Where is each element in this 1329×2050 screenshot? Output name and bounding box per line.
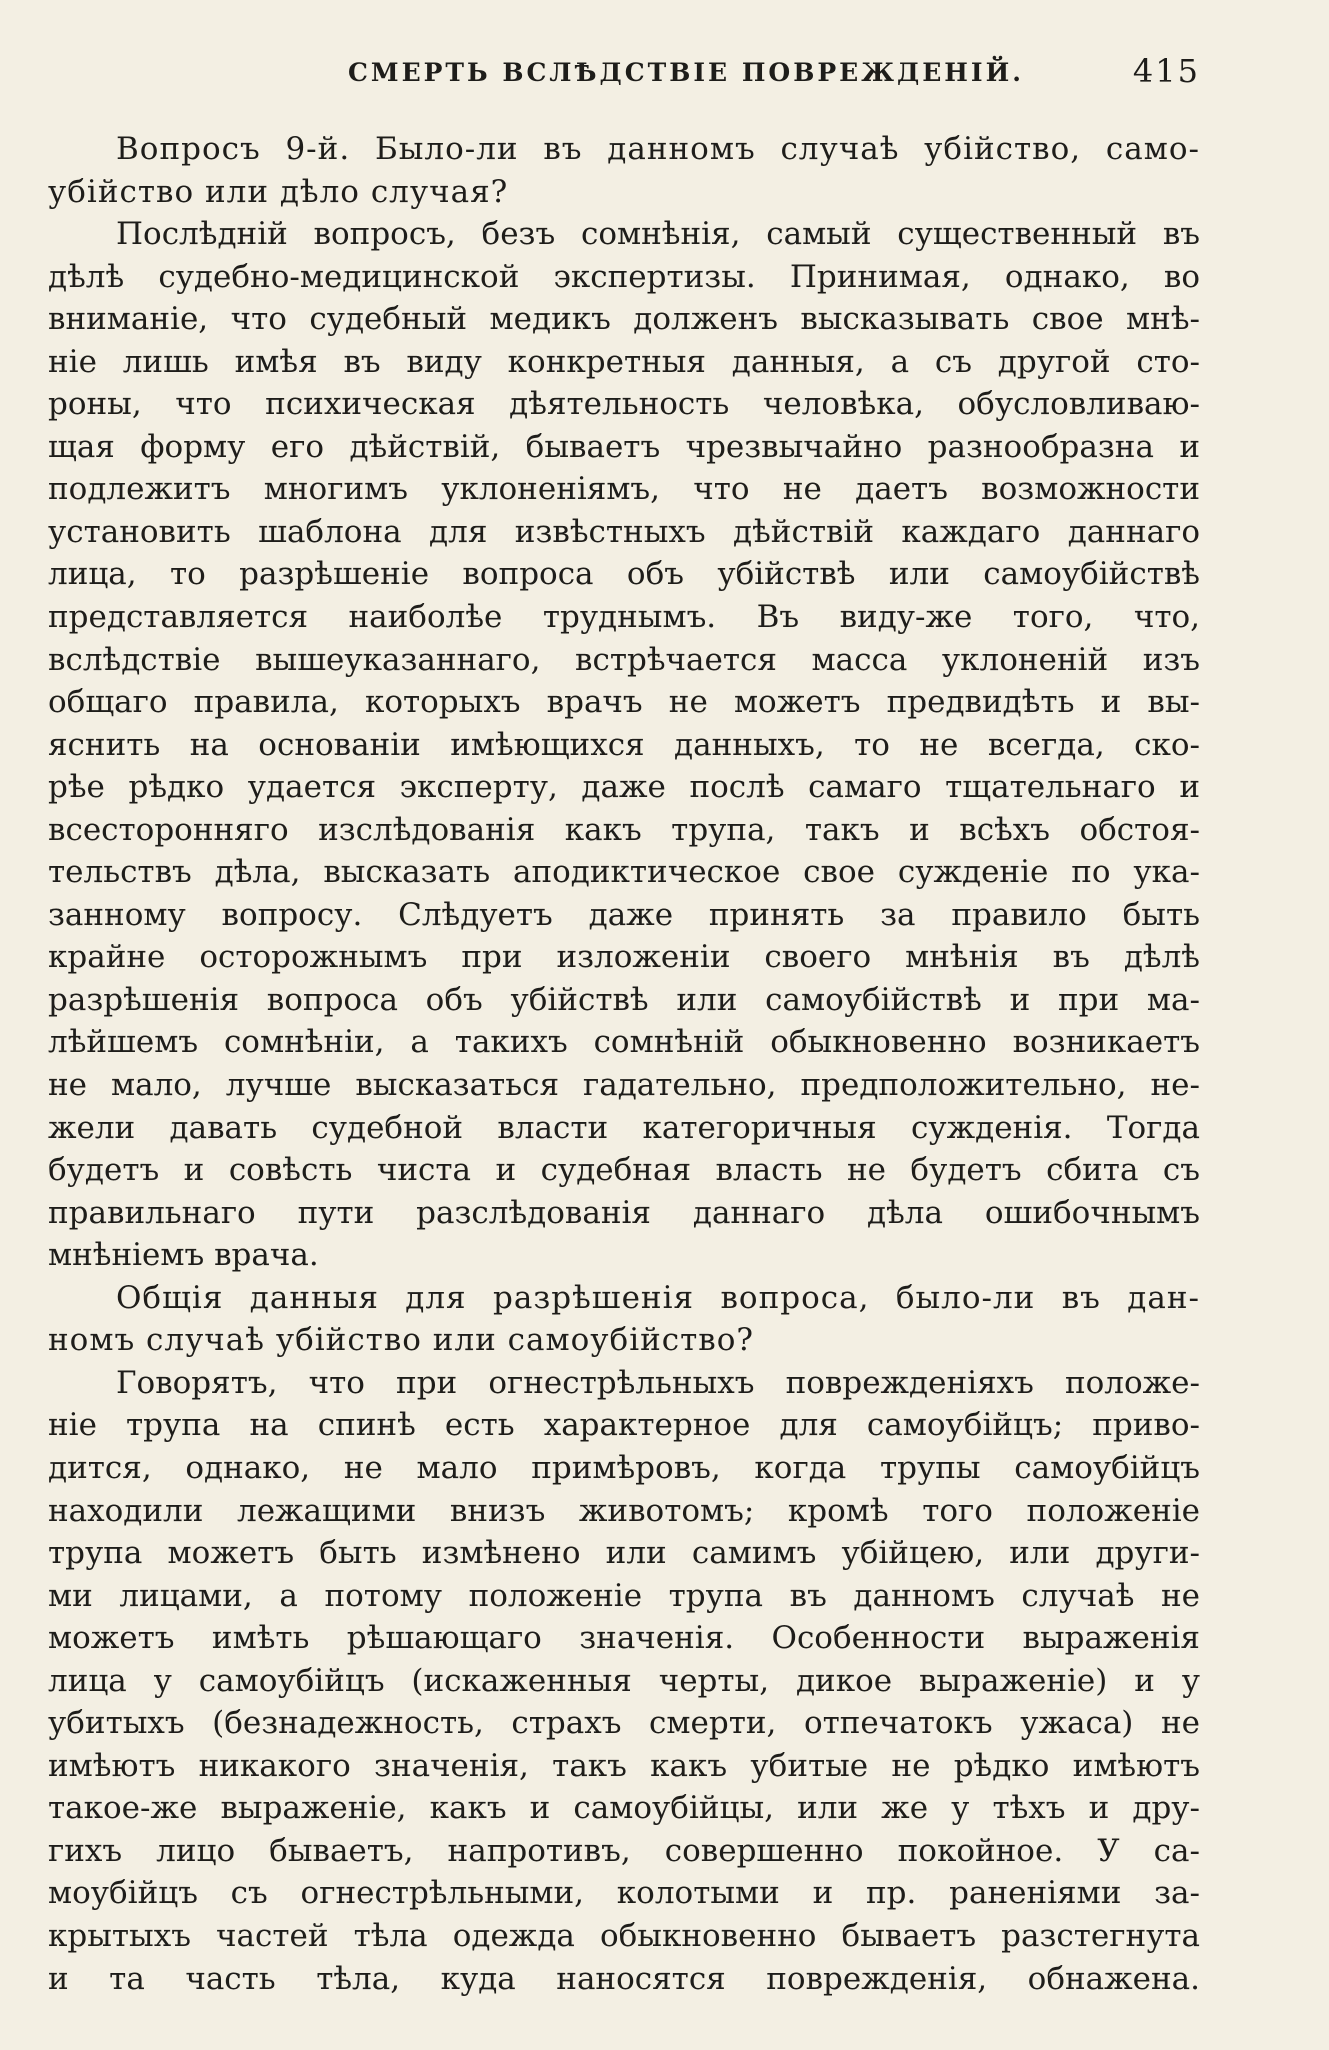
text-line: лица, то разрѣшеніе вопроса объ убійствѣ или самоубійствѣ: [48, 556, 1200, 593]
text-line: номъ случаѣ убійство или самоубійство?: [48, 1322, 755, 1359]
text-body: [48, 128, 1200, 2000]
text-line: лѣйшемъ сомнѣніи, а такихъ сомнѣній обыкновенно возникаетъ: [48, 1024, 1200, 1061]
text-line: разрѣшенія вопроса объ убійствѣ или самоубійствѣ и при ма-: [48, 981, 1200, 1018]
text-line: всесторонняго изслѣдованія какъ трупа, такъ и всѣхъ обстоя-: [48, 811, 1200, 848]
paragraph-question-9: [48, 128, 1200, 213]
paragraph-firearm-injuries: [48, 1362, 1200, 2000]
text-line: жели давать судебной власти категоричныя сужденія. Тогда: [48, 1109, 1200, 1146]
text-line: Вопросъ 9-й. Было-ли въ данномъ случаѣ убійство, само-: [116, 131, 1200, 167]
text-line: Послѣдній вопросъ, безъ сомнѣнія, самый существенный въ: [116, 216, 1200, 253]
text-line: можетъ имѣть рѣшающаго значенія. Особенности выраженія: [48, 1620, 1200, 1657]
text-line: занному вопросу. Слѣдуетъ даже принять за правило быть: [48, 896, 1200, 933]
text-line: имѣютъ никакого значенія, такъ какъ убитые не рѣдко имѣютъ: [48, 1747, 1200, 1784]
text-line: такое-же выраженіе, какъ и самоубійцы, или же у тѣхъ и дру-: [48, 1790, 1200, 1827]
page-number: 415: [1132, 52, 1200, 90]
text-line: ніе лишь имѣя въ виду конкретныя данныя, а съ другой сто-: [48, 343, 1200, 380]
text-line: дится, однако, не мало примѣровъ, когда трупы самоубійцъ: [48, 1449, 1200, 1486]
text-line: и та часть тѣла, куда наносятся поврежденія, обнажена.: [48, 1960, 1200, 1997]
text-line: гихъ лицо бываетъ, напротивъ, совершенно покойное. У са-: [48, 1832, 1200, 1869]
text-line: лица у самоубійцъ (искаженныя черты, дикое выраженіе) и у: [48, 1662, 1200, 1699]
text-line: убитыхъ (безнадежность, страхъ смерти, отпечатокъ ужаса) не: [48, 1705, 1200, 1742]
text-line: правильнаго пути разслѣдованія даннаго дѣла ошибочнымъ: [48, 1194, 1200, 1231]
text-line: не мало, лучше высказаться гадательно, предположительно, не-: [48, 1067, 1200, 1104]
paragraph-discussion: [48, 213, 1200, 1277]
text-line: рѣе рѣдко удается эксперту, даже послѣ самаго тщательнаго и: [48, 769, 1200, 806]
text-line: крытыхъ частей тѣла одежда обыкновенно бываетъ разстегнута: [48, 1917, 1200, 1954]
text-line: убійство или дѣло случая?: [48, 173, 509, 210]
text-line: общаго правила, которыхъ врачъ не можетъ предвидѣть и вы-: [48, 684, 1200, 721]
text-line: трупа можетъ быть измѣнено или самимъ убійцею, или други-: [48, 1535, 1200, 1572]
text-line: щая форму его дѣйствій, бываетъ чрезвычайно разнообразна и: [48, 428, 1200, 465]
text-line: установить шаблона для извѣстныхъ дѣйствій каждаго даннаго: [48, 513, 1200, 550]
text-line: тельствъ дѣла, высказать аподиктическое свое сужденіе по ука-: [48, 854, 1200, 891]
text-line: мнѣніемъ врача.: [48, 1237, 319, 1274]
text-line: представляется наиболѣе труднымъ. Въ виду-же того, что,: [48, 599, 1200, 636]
text-line: вслѣдствіе вышеуказаннаго, встрѣчается масса уклоненій изъ: [48, 641, 1200, 678]
text-line: Общія данныя для разрѣшенія вопроса, было-ли въ дан-: [116, 1279, 1200, 1316]
text-line: ми лицами, а потому положеніе трупа въ данномъ случаѣ не: [48, 1577, 1200, 1614]
text-line: будетъ и совѣсть чиста и судебная власть не будетъ сбита съ: [48, 1152, 1200, 1189]
text-line: находили лежащими внизъ животомъ; кромѣ того положеніе: [48, 1492, 1200, 1529]
text-line: яснить на основаніи имѣющихся данныхъ, то не всегда, ско-: [48, 726, 1200, 763]
text-line: подлежитъ многимъ уклоненіямъ, что не даетъ возможности: [48, 471, 1200, 508]
running-title: СМЕРТЬ ВСЛѢДСТВІЕ ПОВРЕЖДЕНІЙ.: [348, 58, 1024, 87]
text-line: вниманіе, что судебный медикъ долженъ высказывать свое мнѣ-: [48, 301, 1200, 338]
paragraph-general-data-heading: [48, 1277, 1200, 1362]
running-head: [48, 50, 1200, 100]
text-line: Говорятъ, что при огнестрѣльныхъ поврежденіяхъ положе-: [116, 1364, 1200, 1401]
text-line: моубійцъ съ огнестрѣльными, колотыми и пр. раненіями за-: [48, 1875, 1200, 1912]
text-line: роны, что психическая дѣятельность человѣка, обусловливаю-: [48, 386, 1200, 423]
text-line: дѣлѣ судебно-медицинской экспертизы. Принимая, однако, во: [48, 258, 1200, 295]
text-line: крайне осторожнымъ при изложеніи своего мнѣнія въ дѣлѣ: [48, 939, 1200, 976]
text-line: ніе трупа на спинѣ есть характерное для самоубійцъ; приво-: [48, 1407, 1200, 1444]
